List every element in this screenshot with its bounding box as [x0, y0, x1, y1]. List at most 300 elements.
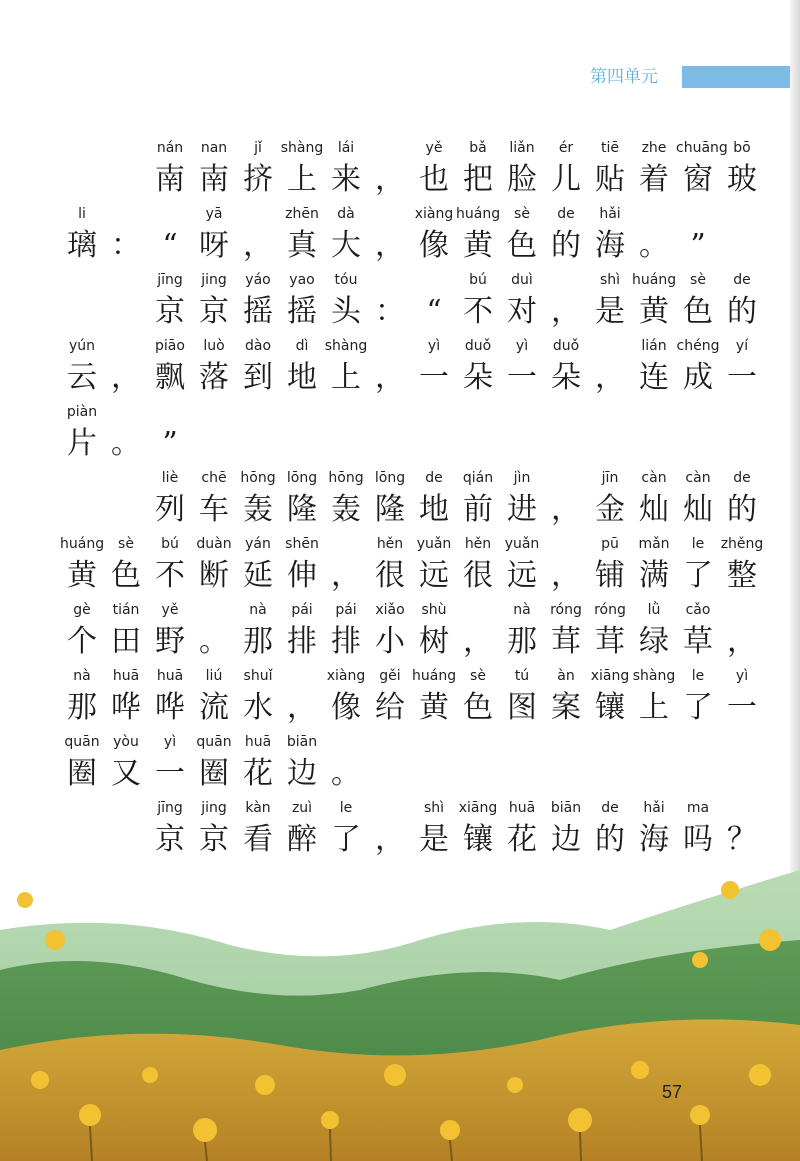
hanzi-character: 金: [595, 492, 625, 527]
pinyin-syllable: huā: [508, 800, 536, 816]
hanzi-character: 茸: [595, 624, 625, 659]
pinyin-syllable: li: [78, 206, 86, 222]
pinyin-syllable: nà: [513, 602, 531, 618]
pinyin-syllable: lái: [337, 140, 355, 156]
pinyin-syllable: yòu: [113, 734, 139, 750]
pinyin-syllable: hěn: [376, 536, 404, 552]
hanzi-character: 前: [463, 492, 493, 527]
hanzi-character: 片: [67, 426, 97, 461]
pinyin-syllable: qián: [462, 470, 494, 486]
hanzi-character: 京: [155, 294, 185, 329]
pinyin-syllable: quān: [196, 734, 232, 750]
pinyin-syllable: le: [691, 668, 705, 684]
pinyin-syllable: xiǎo: [375, 602, 405, 618]
hanzi-character: 。: [199, 624, 229, 659]
hanzi-character: 挤: [243, 162, 273, 197]
hanzi-character: 镶: [463, 822, 493, 857]
pinyin-syllable: dào: [244, 338, 272, 354]
hanzi-character: 窗: [683, 162, 713, 197]
pinyin-syllable: jīn: [601, 470, 619, 486]
pinyin-row: [0, 206, 800, 226]
pinyin-syllable: yā: [205, 206, 223, 222]
pinyin-syllable: kàn: [245, 800, 271, 816]
pinyin-syllable: de: [557, 206, 575, 222]
pinyin-syllable: hǎi: [643, 800, 665, 816]
pinyin-row: [0, 734, 800, 754]
hanzi-character: 色: [507, 228, 537, 263]
hanzi-character: 京: [199, 822, 229, 857]
hanzi-character: ”: [162, 426, 178, 461]
hanzi-character: ，: [375, 228, 405, 263]
hanzi-character: 草: [683, 624, 713, 659]
hanzi-character: 飘: [155, 360, 185, 395]
pinyin-syllable: zhe: [641, 140, 667, 156]
hanzi-character: 一: [419, 360, 449, 395]
pinyin-syllable: jīng: [157, 800, 183, 816]
pinyin-syllable: bǎ: [469, 140, 487, 156]
hanzi-character: 摇: [243, 294, 273, 329]
pinyin-syllable: shù: [421, 602, 447, 618]
hanzi-character: ，: [551, 558, 581, 593]
hanzi-character: 一: [155, 756, 185, 791]
pinyin-syllable: duàn: [196, 536, 232, 552]
hanzi-character: 京: [155, 822, 185, 857]
pinyin-syllable: liú: [205, 668, 223, 684]
pinyin-row: [0, 272, 800, 292]
text-line: [0, 734, 800, 800]
hanzi-character: 色: [111, 558, 141, 593]
pinyin-row: [0, 470, 800, 490]
pinyin-syllable: cǎo: [685, 602, 711, 618]
hanzi-character: 大: [331, 228, 361, 263]
hanzi-character: 一: [507, 360, 537, 395]
pinyin-syllable: de: [733, 470, 751, 486]
text-line: [0, 140, 800, 206]
pinyin-syllable: tóu: [334, 272, 358, 288]
hanzi-character: ，: [551, 492, 581, 527]
hanzi-row: [0, 158, 800, 202]
pinyin-syllable: mǎn: [638, 536, 670, 552]
pinyin-syllable: jing: [201, 272, 227, 288]
hanzi-character: 对: [507, 294, 537, 329]
hanzi-character: ？: [727, 822, 757, 857]
hanzi-character: 进: [507, 492, 537, 527]
pinyin-syllable: huā: [156, 668, 184, 684]
hanzi-character: ，: [375, 360, 405, 395]
pinyin-row: [0, 338, 800, 358]
hanzi-row: [0, 752, 800, 796]
hanzi-character: “: [426, 294, 442, 329]
hanzi-character: 。: [639, 228, 669, 263]
hanzi-character: ，: [727, 624, 757, 659]
hanzi-character: ：: [375, 294, 405, 329]
hanzi-character: 轰: [243, 492, 273, 527]
hanzi-row: [0, 620, 800, 664]
pinyin-syllable: nan: [200, 140, 228, 156]
hanzi-character: 连: [639, 360, 669, 395]
hanzi-character: 色: [463, 690, 493, 725]
pinyin-syllable: sè: [470, 668, 486, 684]
landscape-illustration: [0, 830, 800, 1161]
pinyin-syllable: huáng: [456, 206, 501, 222]
pinyin-syllable: shàng: [324, 338, 368, 354]
hanzi-character: 不: [155, 558, 185, 593]
hanzi-row: [0, 290, 800, 334]
pinyin-row: [0, 800, 800, 820]
pinyin-syllable: zhēn: [285, 206, 319, 222]
hanzi-character: 灿: [639, 492, 669, 527]
hanzi-character: 灿: [683, 492, 713, 527]
pinyin-syllable: biān: [550, 800, 582, 816]
hanzi-character: 是: [595, 294, 625, 329]
pinyin-syllable: yì: [427, 338, 441, 354]
text-line: [0, 338, 800, 404]
pinyin-syllable: shàng: [280, 140, 324, 156]
pinyin-syllable: jǐ: [254, 140, 262, 156]
hanzi-character: 的: [727, 492, 757, 527]
hanzi-character: 野: [155, 624, 185, 659]
hanzi-character: ，: [331, 558, 361, 593]
hanzi-character: 哗: [155, 690, 185, 725]
hanzi-character: 贴: [595, 162, 625, 197]
text-line: [0, 602, 800, 668]
hanzi-character: 南: [155, 162, 185, 197]
hanzi-character: 成: [683, 360, 713, 395]
hanzi-character: 整: [727, 558, 757, 593]
pinyin-syllable: liè: [161, 470, 179, 486]
pinyin-syllable: jing: [201, 800, 227, 816]
hanzi-character: ，: [463, 624, 493, 659]
pinyin-syllable: hǎi: [599, 206, 621, 222]
hanzi-character: 上: [639, 690, 669, 725]
hanzi-character: 边: [287, 756, 317, 791]
hanzi-character: 圈: [199, 756, 229, 791]
hanzi-character: 流: [199, 690, 229, 725]
pinyin-syllable: yě: [161, 602, 179, 618]
pinyin-syllable: pái: [291, 602, 313, 618]
hanzi-row: [0, 488, 800, 532]
pinyin-syllable: yě: [425, 140, 443, 156]
hanzi-character: 远: [507, 558, 537, 593]
unit-color-bar: [682, 66, 790, 88]
hanzi-character: ，: [375, 162, 405, 197]
pinyin-syllable: sè: [514, 206, 530, 222]
hanzi-character: 吗: [683, 822, 713, 857]
hanzi-character: 头: [331, 294, 361, 329]
hanzi-row: [0, 554, 800, 598]
hanzi-character: 一: [727, 690, 757, 725]
hanzi-character: 朵: [463, 360, 493, 395]
hanzi-character: 摇: [287, 294, 317, 329]
hanzi-row: [0, 686, 800, 730]
hanzi-character: 排: [331, 624, 361, 659]
hanzi-character: 上: [331, 360, 361, 395]
pinyin-syllable: quān: [64, 734, 100, 750]
pinyin-syllable: hōng: [240, 470, 276, 486]
pinyin-syllable: dà: [337, 206, 355, 222]
hanzi-character: 落: [199, 360, 229, 395]
hanzi-character: 把: [463, 162, 493, 197]
hanzi-character: 南: [199, 162, 229, 197]
pinyin-syllable: piàn: [66, 404, 98, 420]
hanzi-character: 圈: [67, 756, 97, 791]
hanzi-character: 水: [243, 690, 273, 725]
hanzi-character: ：: [111, 228, 141, 263]
hanzi-character: 图: [507, 690, 537, 725]
hanzi-character: 花: [243, 756, 273, 791]
hanzi-character: 海: [595, 228, 625, 263]
pinyin-syllable: xiāng: [590, 668, 630, 684]
hanzi-row: [0, 356, 800, 400]
hanzi-row: [0, 224, 800, 268]
pinyin-syllable: róng: [594, 602, 626, 618]
hanzi-character: 那: [243, 624, 273, 659]
pinyin-syllable: shuǐ: [243, 668, 273, 684]
hanzi-character: 着: [639, 162, 669, 197]
pinyin-syllable: huā: [244, 734, 272, 750]
pinyin-syllable: de: [733, 272, 751, 288]
pinyin-syllable: liǎn: [509, 140, 535, 156]
hanzi-character: 了: [331, 822, 361, 857]
hanzi-character: 呀: [199, 228, 229, 263]
pinyin-syllable: lián: [641, 338, 667, 354]
hanzi-character: 朵: [551, 360, 581, 395]
pinyin-syllable: yao: [289, 272, 315, 288]
hanzi-character: 海: [639, 822, 669, 857]
pinyin-syllable: pū: [601, 536, 619, 552]
pinyin-row: [0, 140, 800, 160]
pinyin-syllable: càn: [641, 470, 667, 486]
pinyin-syllable: yì: [515, 338, 529, 354]
hanzi-character: 哗: [111, 690, 141, 725]
hanzi-character: 真: [287, 228, 317, 263]
pinyin-syllable: tián: [112, 602, 140, 618]
hanzi-character: 伸: [287, 558, 317, 593]
pinyin-syllable: biān: [286, 734, 318, 750]
pinyin-syllable: jìn: [513, 470, 531, 486]
pinyin-syllable: huáng: [60, 536, 105, 552]
pinyin-syllable: bú: [469, 272, 487, 288]
pinyin-syllable: yuǎn: [504, 536, 540, 552]
hanzi-character: 案: [551, 690, 581, 725]
hanzi-character: 黄: [463, 228, 493, 263]
hanzi-character: 铺: [595, 558, 625, 593]
pinyin-syllable: yì: [163, 734, 177, 750]
pinyin-syllable: duì: [511, 272, 533, 288]
hanzi-character: 的: [595, 822, 625, 857]
hanzi-character: 璃: [67, 228, 97, 263]
hanzi-character: ，: [375, 822, 405, 857]
hanzi-character: 了: [683, 690, 713, 725]
pinyin-syllable: bú: [161, 536, 179, 552]
pinyin-syllable: ér: [558, 140, 574, 156]
hanzi-character: 小: [375, 624, 405, 659]
pinyin-syllable: lōng: [286, 470, 318, 486]
pinyin-syllable: nà: [249, 602, 267, 618]
hanzi-character: 那: [507, 624, 537, 659]
pinyin-syllable: dì: [295, 338, 309, 354]
pinyin-syllable: zuì: [291, 800, 313, 816]
pinyin-syllable: tú: [514, 668, 530, 684]
pinyin-row: [0, 668, 800, 688]
hanzi-character: 到: [243, 360, 273, 395]
hanzi-character: 。: [331, 756, 361, 791]
hanzi-character: 排: [287, 624, 317, 659]
hanzi-character: 花: [507, 822, 537, 857]
pinyin-syllable: le: [339, 800, 353, 816]
pinyin-syllable: yuǎn: [416, 536, 452, 552]
hanzi-character: 又: [111, 756, 141, 791]
pinyin-syllable: àn: [557, 668, 575, 684]
hanzi-character: 边: [551, 822, 581, 857]
hanzi-character: 黄: [67, 558, 97, 593]
hanzi-character: 。: [111, 426, 141, 461]
hanzi-character: 脸: [507, 162, 537, 197]
pinyin-syllable: sè: [118, 536, 134, 552]
hanzi-character: 黄: [419, 690, 449, 725]
text-line: [0, 470, 800, 536]
hanzi-character: 树: [419, 624, 449, 659]
hanzi-character: ，: [111, 360, 141, 395]
pinyin-syllable: róng: [550, 602, 582, 618]
hanzi-character: 上: [287, 162, 317, 197]
pinyin-syllable: hōng: [328, 470, 364, 486]
unit-label: 第四单元: [590, 67, 658, 87]
pinyin-syllable: shàng: [632, 668, 676, 684]
hanzi-character: “: [162, 228, 178, 263]
pinyin-syllable: gěi: [379, 668, 401, 684]
text-line: [0, 668, 800, 734]
pinyin-syllable: xiàng: [414, 206, 454, 222]
pinyin-syllable: shì: [423, 800, 445, 816]
pinyin-syllable: de: [425, 470, 443, 486]
pinyin-syllable: hěn: [464, 536, 492, 552]
hanzi-character: 像: [331, 690, 361, 725]
pinyin-row: [0, 404, 800, 424]
hanzi-character: 车: [199, 492, 229, 527]
hanzi-character: 不: [463, 294, 493, 329]
hanzi-character: 地: [287, 360, 317, 395]
pinyin-syllable: duǒ: [464, 338, 492, 354]
text-line: [0, 536, 800, 602]
unit-header: [570, 64, 790, 90]
hanzi-character: 地: [419, 492, 449, 527]
pinyin-syllable: nà: [73, 668, 91, 684]
hanzi-character: 很: [463, 558, 493, 593]
pinyin-syllable: pái: [335, 602, 357, 618]
pinyin-syllable: yáo: [245, 272, 271, 288]
text-line: [0, 206, 800, 272]
hanzi-character: 也: [419, 162, 449, 197]
pinyin-syllable: yún: [68, 338, 96, 354]
text-line: [0, 404, 800, 470]
pinyin-syllable: nán: [156, 140, 184, 156]
hanzi-character: 是: [419, 822, 449, 857]
hanzi-character: 的: [727, 294, 757, 329]
pinyin-syllable: zhěng: [720, 536, 764, 552]
pinyin-syllable: gè: [73, 602, 91, 618]
pinyin-syllable: yì: [735, 668, 749, 684]
pinyin-syllable: yí: [735, 338, 749, 354]
pinyin-syllable: luò: [203, 338, 225, 354]
hanzi-row: [0, 422, 800, 466]
hanzi-character: 隆: [287, 492, 317, 527]
hanzi-character: 隆: [375, 492, 405, 527]
hanzi-character: 列: [155, 492, 185, 527]
hanzi-character: 那: [67, 690, 97, 725]
hanzi-character: 断: [199, 558, 229, 593]
pinyin-syllable: lōng: [374, 470, 406, 486]
pinyin-syllable: càn: [685, 470, 711, 486]
hanzi-character: 黄: [639, 294, 669, 329]
hanzi-character: 像: [419, 228, 449, 263]
hanzi-character: 京: [199, 294, 229, 329]
hanzi-character: 玻: [727, 162, 757, 197]
hanzi-character: 来: [331, 162, 361, 197]
hanzi-character: ，: [551, 294, 581, 329]
pinyin-row: [0, 536, 800, 556]
hanzi-character: 云: [67, 360, 97, 395]
hanzi-character: 镶: [595, 690, 625, 725]
pinyin-syllable: xiāng: [458, 800, 498, 816]
hanzi-character: 给: [375, 690, 405, 725]
hanzi-character: 了: [683, 558, 713, 593]
hanzi-character: 色: [683, 294, 713, 329]
hanzi-character: ”: [690, 228, 706, 263]
hanzi-character: 满: [639, 558, 669, 593]
pinyin-syllable: le: [691, 536, 705, 552]
hanzi-character: 远: [419, 558, 449, 593]
pinyin-syllable: chéng: [676, 338, 720, 354]
hanzi-character: 延: [243, 558, 273, 593]
hanzi-character: ，: [595, 360, 625, 395]
page-number: 57: [662, 1082, 683, 1102]
pinyin-syllable: sè: [690, 272, 706, 288]
pinyin-row: [0, 602, 800, 622]
pinyin-syllable: duǒ: [552, 338, 580, 354]
pinyin-syllable: huáng: [632, 272, 677, 288]
hanzi-character: 茸: [551, 624, 581, 659]
hanzi-character: 很: [375, 558, 405, 593]
pinyin-syllable: ma: [686, 800, 710, 816]
hanzi-character: 看: [243, 822, 273, 857]
hanzi-character: ，: [243, 228, 273, 263]
pinyin-syllable: shēn: [285, 536, 319, 552]
pinyin-syllable: tiē: [601, 140, 619, 156]
hanzi-character: 一: [727, 360, 757, 395]
pinyin-syllable: yán: [245, 536, 271, 552]
hanzi-character: 个: [67, 624, 97, 659]
pinyin-syllable: jīng: [157, 272, 183, 288]
hanzi-character: 的: [551, 228, 581, 263]
pinyin-syllable: chē: [201, 470, 227, 486]
pinyin-syllable: de: [601, 800, 619, 816]
pinyin-syllable: xiàng: [326, 668, 366, 684]
pinyin-syllable: bō: [733, 140, 751, 156]
hanzi-character: 轰: [331, 492, 361, 527]
hanzi-character: ，: [287, 690, 317, 725]
pinyin-syllable: huáng: [412, 668, 457, 684]
pinyin-syllable: shì: [599, 272, 621, 288]
text-line: [0, 272, 800, 338]
pinyin-syllable: chuāng: [676, 140, 728, 156]
hanzi-character: 田: [111, 624, 141, 659]
pinyin-syllable: huā: [112, 668, 140, 684]
pinyin-syllable: piāo: [155, 338, 185, 354]
pinyin-syllable: lǜ: [647, 602, 661, 618]
hanzi-character: 绿: [639, 624, 669, 659]
hanzi-character: 儿: [551, 162, 581, 197]
